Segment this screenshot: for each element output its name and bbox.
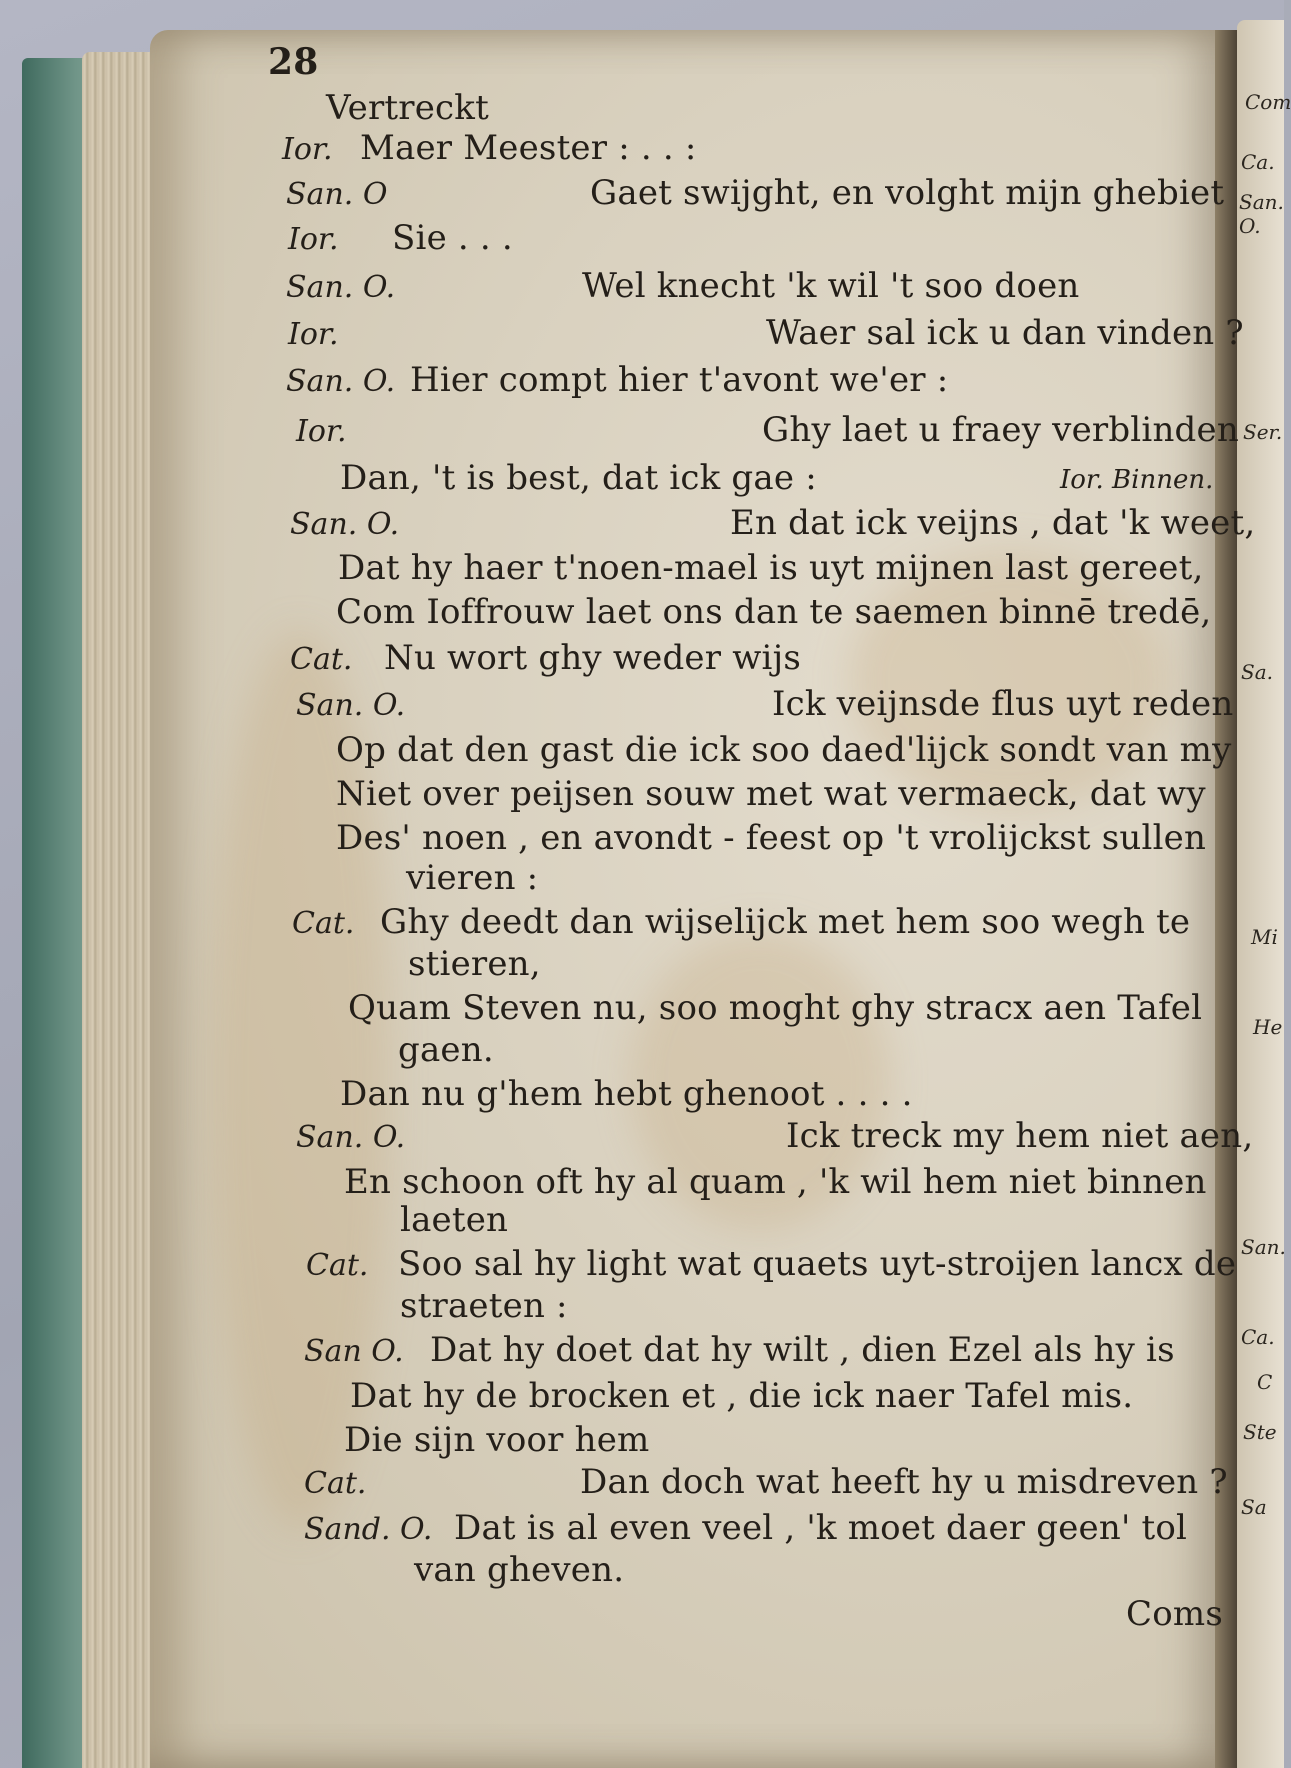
facing-page-fragment: Com [1245, 90, 1291, 114]
speaker-label: Cat. [292, 906, 355, 941]
line-text: Op dat den gast die ick soo daed'lijck sondt van my [336, 730, 1232, 770]
line-text: Dat hy haer t'noen-mael is uyt mijnen last gereet, [338, 548, 1204, 588]
line-text: stieren, [408, 944, 541, 984]
facing-page-fragment: Ste [1243, 1420, 1277, 1444]
speaker-label: Cat. [304, 1466, 367, 1501]
line-text: Ghy laet u fraey verblinden [762, 410, 1239, 450]
line-text: Com Ioffrouw laet ons dan te saemen binnē tredē, [336, 592, 1212, 632]
facing-page-fragment: San. [1241, 1235, 1286, 1259]
speaker-label: Cat. [306, 1248, 369, 1283]
speaker-label: San. O. [296, 1120, 406, 1155]
facing-page-fragment: Sa [1241, 1495, 1267, 1519]
speaker-label: Ior. [288, 222, 339, 257]
line-text: laeten [400, 1200, 509, 1240]
facing-page-fragment: Ca. [1241, 1325, 1275, 1349]
line-text: vieren : [406, 858, 539, 898]
speaker-label: San. O [286, 177, 388, 212]
line-text: Dat hy de brocken et , die ick naer Tafel mis. [350, 1376, 1134, 1416]
facing-page-fragment: C [1257, 1370, 1273, 1394]
facing-page-fragment: San. O. [1239, 190, 1284, 238]
line-text: Nu wort ghy weder wijs [384, 638, 801, 678]
speaker-label: Ior. [282, 132, 333, 167]
line-text: Ick veijnsde flus uyt reden [772, 684, 1234, 724]
speaker-label: Ior. [288, 317, 339, 352]
facing-page-fragment: Mi [1251, 925, 1278, 949]
line-text: Wel knecht 'k wil 't soo doen [582, 266, 1080, 306]
line-text: En schoon oft hy al quam , 'k wil hem niet binnen [344, 1162, 1207, 1202]
line-text: Quam Steven nu, soo moght ghy stracx aen Tafel [348, 988, 1203, 1028]
line-text: Ick treck my hem niet aen, [786, 1116, 1254, 1156]
line-text: Hier compt hier t'avont we'er : [410, 360, 949, 400]
line-text: Die sijn voor hem [344, 1420, 650, 1460]
speaker-label: San. O. [286, 270, 396, 305]
line-text: Gaet swijght, en volght mijn ghebiet [590, 173, 1225, 213]
speaker-label: Cat. [290, 642, 353, 677]
facing-page-fragment: Ca. [1241, 150, 1275, 174]
speaker-label: San. O. [290, 507, 400, 542]
line-text: Waer sal ick u dan vinden ? [766, 313, 1244, 353]
speaker-label: San O. [304, 1334, 404, 1369]
line-text: Dan nu g'hem hebt ghenoot . . . . [340, 1074, 913, 1114]
line-text: Dan, 't is best, dat ick gae : [340, 458, 817, 498]
speaker-label: San. O. [286, 364, 396, 399]
running-heading: Vertreckt [326, 88, 489, 128]
speaker-label: Sand. O. [304, 1512, 433, 1547]
facing-page-fragment: Sa. [1241, 660, 1273, 684]
catchword: Coms [1126, 1594, 1223, 1634]
speaker-label: San. O. [296, 688, 406, 723]
speaker-cue: Ior. Binnen. [1060, 465, 1214, 495]
page-number: 28 [268, 41, 319, 83]
line-text: Ghy deedt dan wijselijck met hem soo wegh te [380, 902, 1191, 942]
line-text: Dat hy doet dat hy wilt , dien Ezel als hy is [430, 1330, 1175, 1370]
line-text: straeten : [400, 1286, 568, 1326]
line-text: gaen. [398, 1030, 494, 1070]
line-text: Dan doch wat heeft hy u misdreven ? [580, 1462, 1228, 1502]
line-text: Niet over peijsen souw met wat vermaeck, dat wy [336, 774, 1206, 814]
line-text: Dat is al even veel , 'k moet daer geen' tol [454, 1508, 1188, 1548]
facing-page-fragment: Ser. [1243, 420, 1283, 444]
line-text: van gheven. [414, 1550, 625, 1590]
line-text: En dat ick veijns , dat 'k weet, [730, 503, 1256, 543]
line-text: Soo sal hy light wat quaets uyt-stroijen lancx de [398, 1244, 1237, 1284]
line-text: Maer Meester : . . : [360, 128, 697, 168]
facing-page-fragment: He [1253, 1015, 1283, 1039]
speaker-label: Ior. [296, 414, 347, 449]
line-text: Sie . . . [392, 218, 513, 258]
line-text: Des' noen , en avondt - feest op 't vrolijckst sullen [336, 818, 1207, 858]
